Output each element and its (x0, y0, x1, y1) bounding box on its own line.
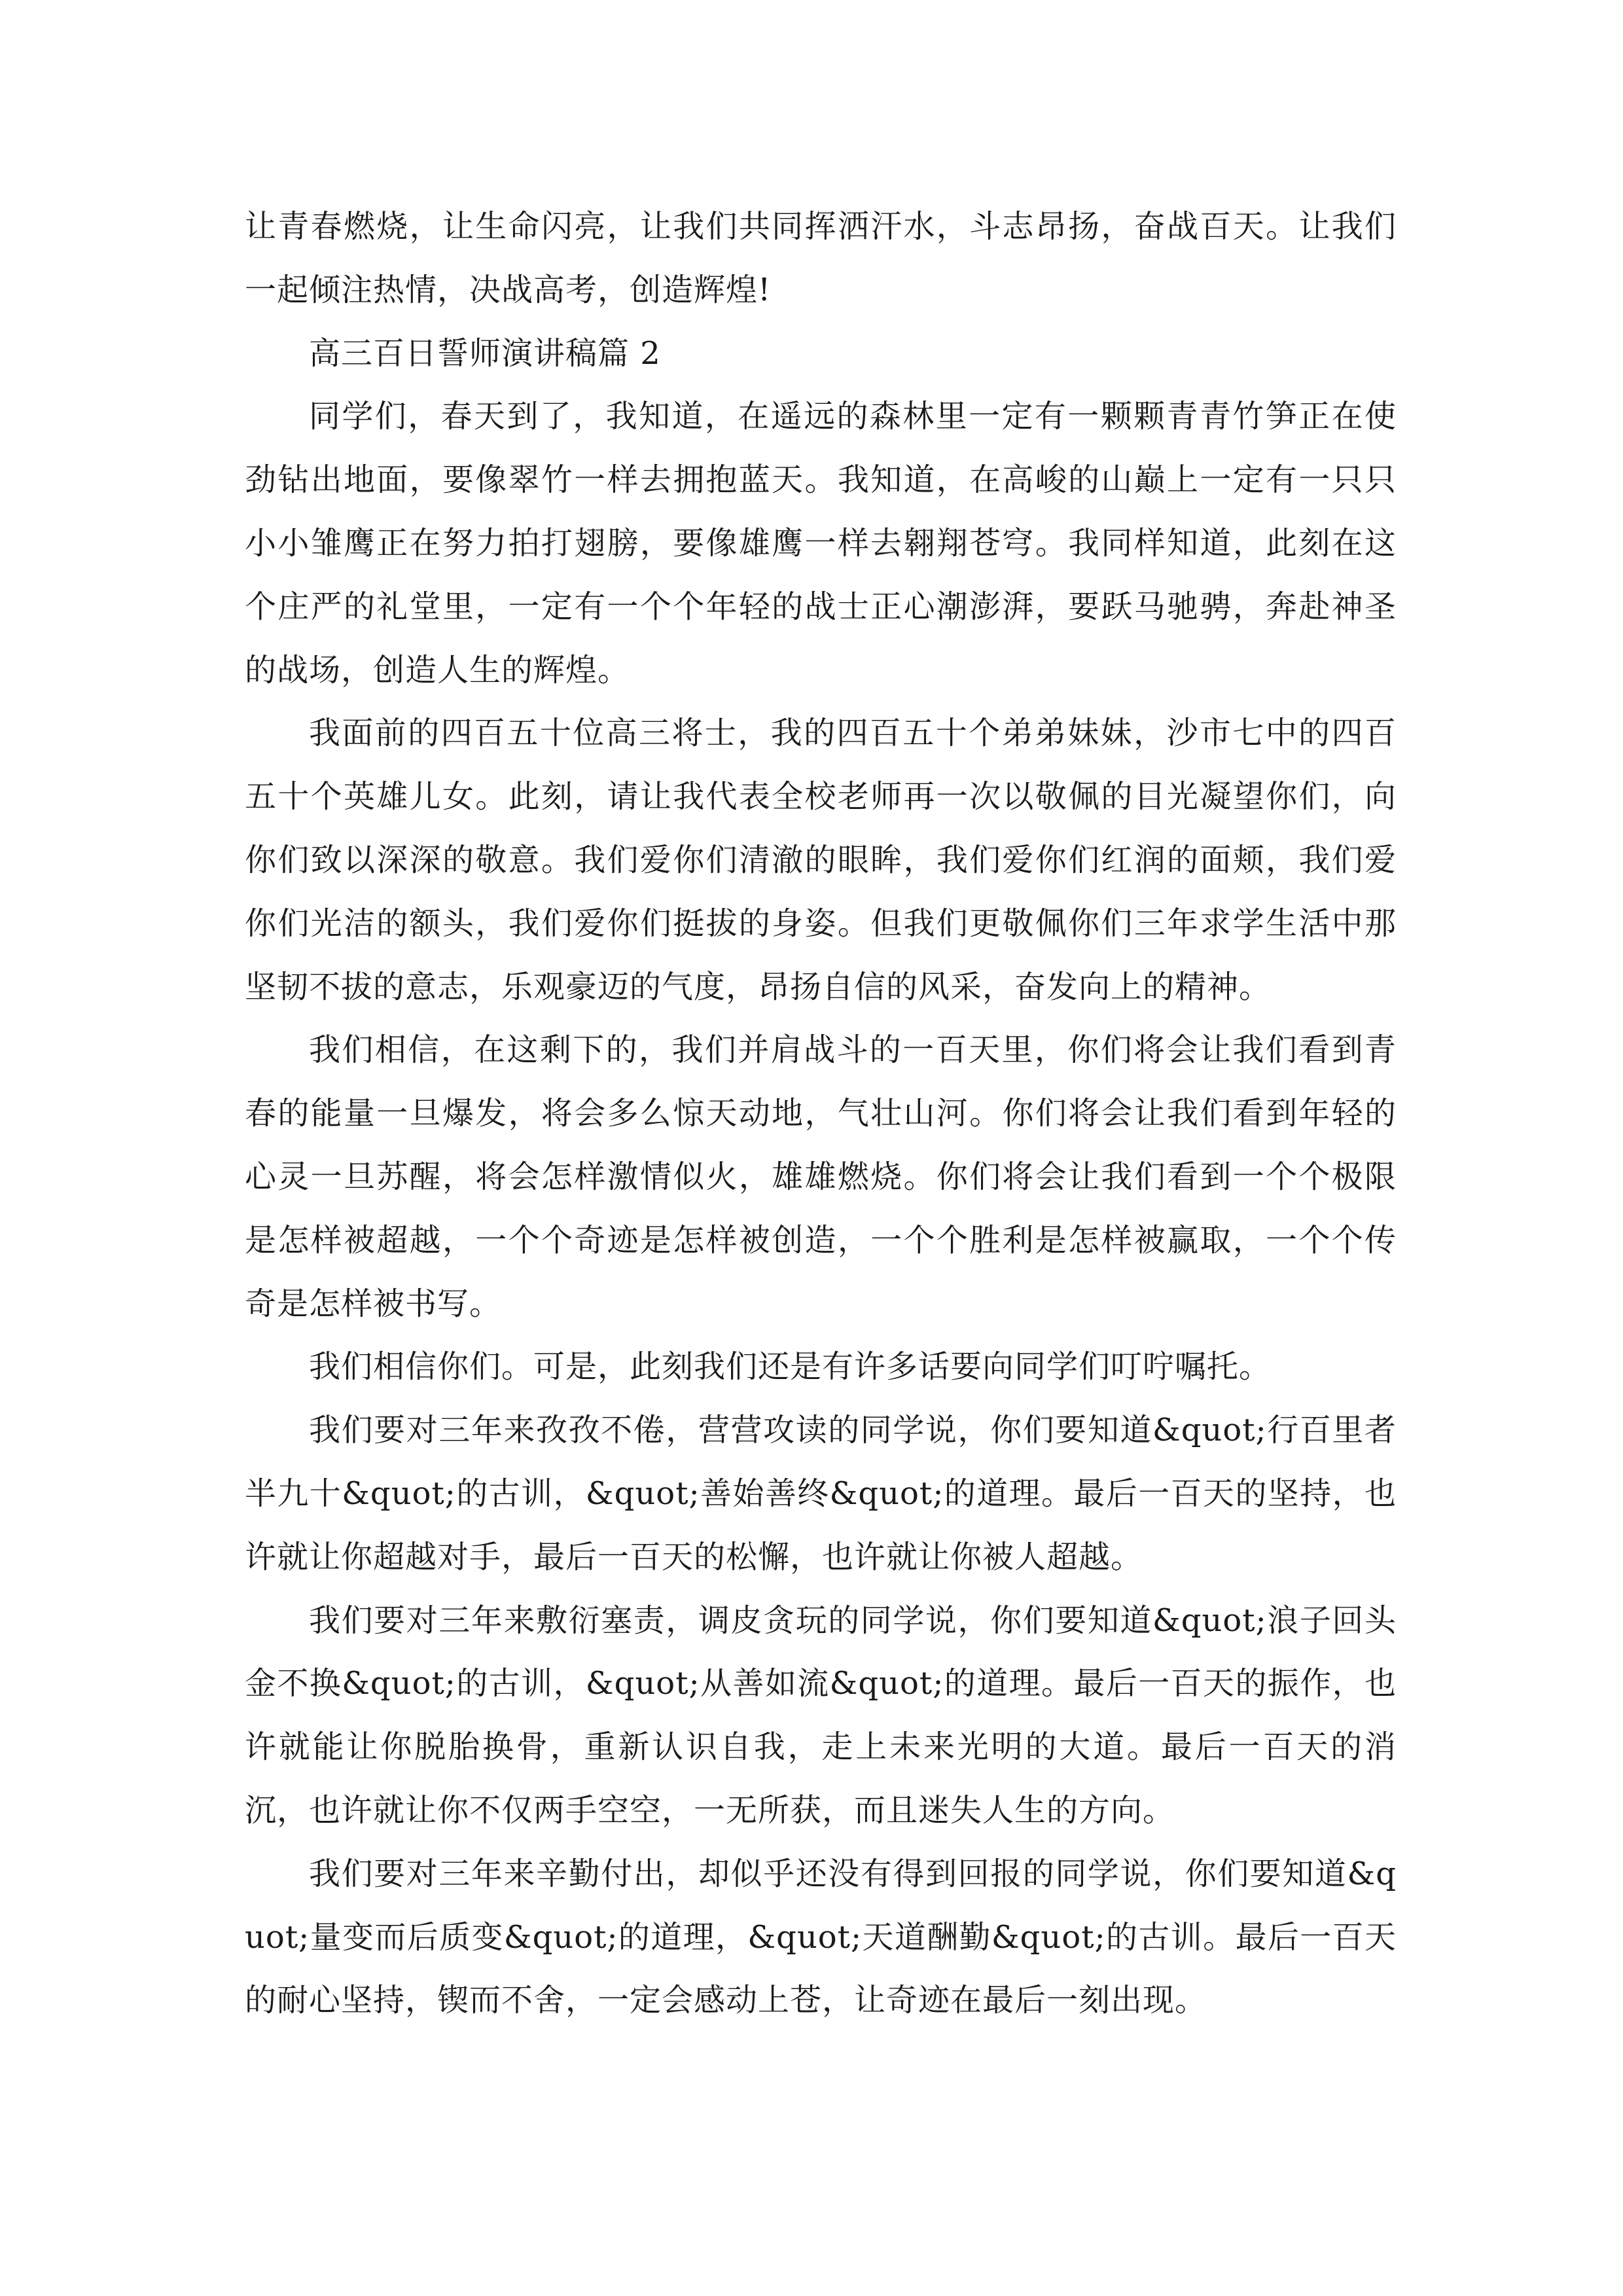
paragraph-exhortation-intro: 我们相信你们。可是，此刻我们还是有许多话要向同学们叮咛嘱托。 (309, 1348, 1272, 1386)
paragraph-closing-call: 让青春燃烧，让生命闪亮，让我们共同挥洒汗水，斗志昂扬，奋战百天。让我们一起倾注热情，决战高考，创造辉煌! (245, 208, 1397, 308)
paragraph-hardworking-students: 我们要对三年来辛勤付出，却似乎还没有得到回报的同学说，你们要知道&quot;量变而后质变&quot;的道理，&quot;天道酬勤&quot;的古训。最后一百天的耐心坚持，锲而不舍，一定会感动上苍，让奇迹在最后一刻出现。 (245, 1855, 1397, 2019)
paragraph-belief: 我们相信，在这剩下的，我们并肩战斗的一百天里，你们将会让我们看到青春的能量一旦爆发，将会多么惊天动地，气壮山河。你们将会让我们看到年轻的心灵一旦苏醒，将会怎样激情似火，雄雄燃烧。你们将会让我们看到一个个极限是怎样被超越，一个个奇迹是怎样被创造，一个个胜利是怎样被赢取，一个个传奇是怎样被书写。 (245, 1031, 1397, 1322)
paragraph-spring-opening: 同学们，春天到了，我知道，在遥远的森林里一定有一颗颗青青竹笋正在使劲钻出地面，要像翠竹一样去拥抱蓝天。我知道，在高峻的山巅上一定有一只只小小雏鹰正在努力拍打翅膀，要像雄鹰一样去翱翔苍穹。我同样知道，此刻在这个庄严的礼堂里，一定有一个个年轻的战士正心潮澎湃，要跃马驰骋，奔赴神圣的战场，创造人生的辉煌。 (245, 398, 1397, 689)
paragraph-playful-students: 我们要对三年来敷衍塞责，调皮贪玩的同学说，你们要知道&quot;浪子回头金不换&quot;的古训，&quot;从善如流&quot;的道理。最后一百天的振作，也许就能让你脱胎换骨，重新认识自我，走上未来光明的大道。最后一百天的消沉，也许就让你不仅两手空空，一无所获，而且迷失人生的方向。 (245, 1602, 1397, 1829)
paragraph-students-praise: 我面前的四百五十位高三将士，我的四百五十个弟弟妹妹，沙市七中的四百五十个英雄儿女。此刻，请让我代表全校老师再一次以敬佩的目光凝望你们，向你们致以深深的敬意。我们爱你们清澈的眼眸，我们爱你们红润的面颊，我们爱你们光洁的额头，我们爱你们挺拔的身姿。但我们更敬佩你们三年求学生活中那坚韧不拔的意志，乐观豪迈的气度，昂扬自信的风采，奋发向上的精神。 (245, 715, 1397, 1005)
paragraph-diligent-students: 我们要对三年来孜孜不倦，营营攻读的同学说，你们要知道&quot;行百里者半九十&quot;的古训，&quot;善始善终&quot;的道理。最后一百天的坚持，也许就让你超越对手，最后一百天的松懈，也许就让你被人超越。 (245, 1412, 1397, 1575)
document-body (245, 195, 1397, 2032)
section-heading: 高三百日誓师演讲稿篇 2 (309, 334, 661, 372)
